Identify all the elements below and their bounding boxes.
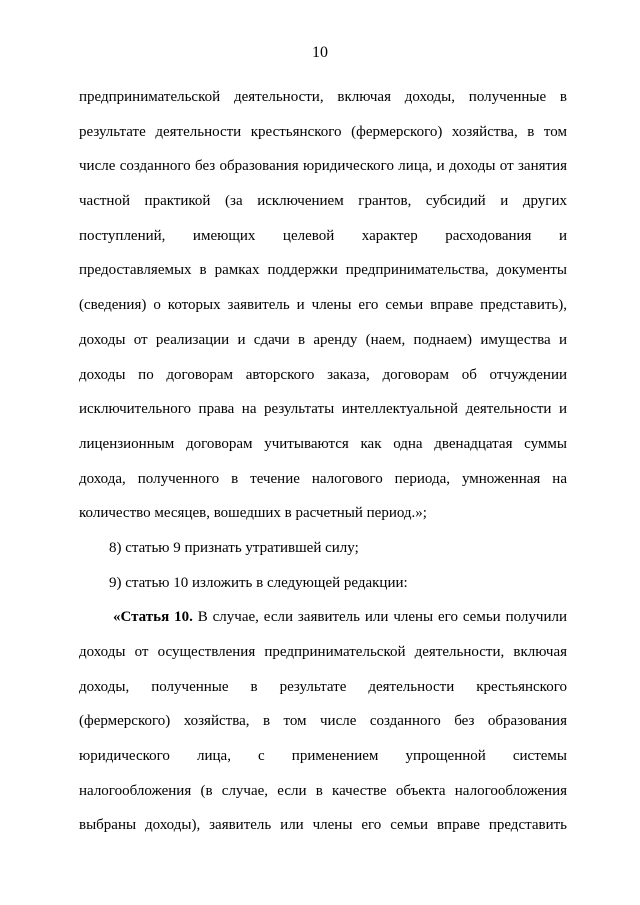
article-line: налогообложения (в случае, если в качестве объекта налогообложения	[79, 782, 567, 799]
paragraph-line: количество месяцев, вошедших в расчетный период.»;	[79, 505, 427, 522]
paragraph-line: частной практикой (за исключением грантов, субсидий и других	[79, 193, 567, 210]
article-10-first-line-text: В случае, если заявитель или члены его семьи получили	[192, 609, 567, 626]
article-10-first-line	[79, 600, 567, 635]
paragraph-line: (сведения) о которых заявитель и члены его семьи вправе представить),	[79, 297, 567, 314]
paragraph-line: предпринимательской деятельности, включая доходы, полученные в	[79, 89, 567, 105]
item-8: 8) статью 9 признать утратившей силу;	[109, 539, 359, 556]
article-10-heading: «Статья 10.	[113, 609, 193, 626]
paragraph-line: доходы по договорам авторского заказа, договорам об отчуждении	[79, 366, 567, 383]
page-number: 10	[312, 44, 328, 61]
article-line: доходы, полученные в результате деятельности крестьянского	[79, 678, 567, 695]
article-line: юридического лица, с применением упрощенной системы	[79, 748, 567, 765]
paragraph-line: результате деятельности крестьянского (фермерского) хозяйства, в том	[79, 123, 567, 140]
paragraph-line: исключительного права на результаты интеллектуальной деятельности и	[79, 401, 567, 418]
paragraph-line: доходы от реализации и сдачи в аренду (наем, поднаем) имущества и	[79, 331, 567, 348]
article-line: доходы от осуществления предпринимательской деятельности, включая	[79, 644, 567, 660]
article-line: (фермерского) хозяйства, в том числе созданного без образования	[79, 713, 567, 730]
article-line: выбраны доходы), заявитель или члены его семьи вправе представить	[79, 817, 567, 834]
paragraph-line: дохода, полученного в течение налогового периода, умноженная на	[79, 470, 567, 487]
item-9: 9) статью 10 изложить в следующей редакции:	[109, 574, 408, 591]
paragraph-line: числе созданного без образования юридического лица, и доходы от занятия	[79, 158, 567, 175]
paragraph-line: поступлений, имеющих целевой характер расходования и	[79, 227, 567, 244]
paragraph-line: предоставляемых в рамках поддержки предпринимательства, документы	[79, 262, 567, 279]
document-body	[79, 80, 567, 843]
paragraph-line: лицензионным договорам учитываются как одна двенадцатая суммы	[79, 435, 567, 452]
